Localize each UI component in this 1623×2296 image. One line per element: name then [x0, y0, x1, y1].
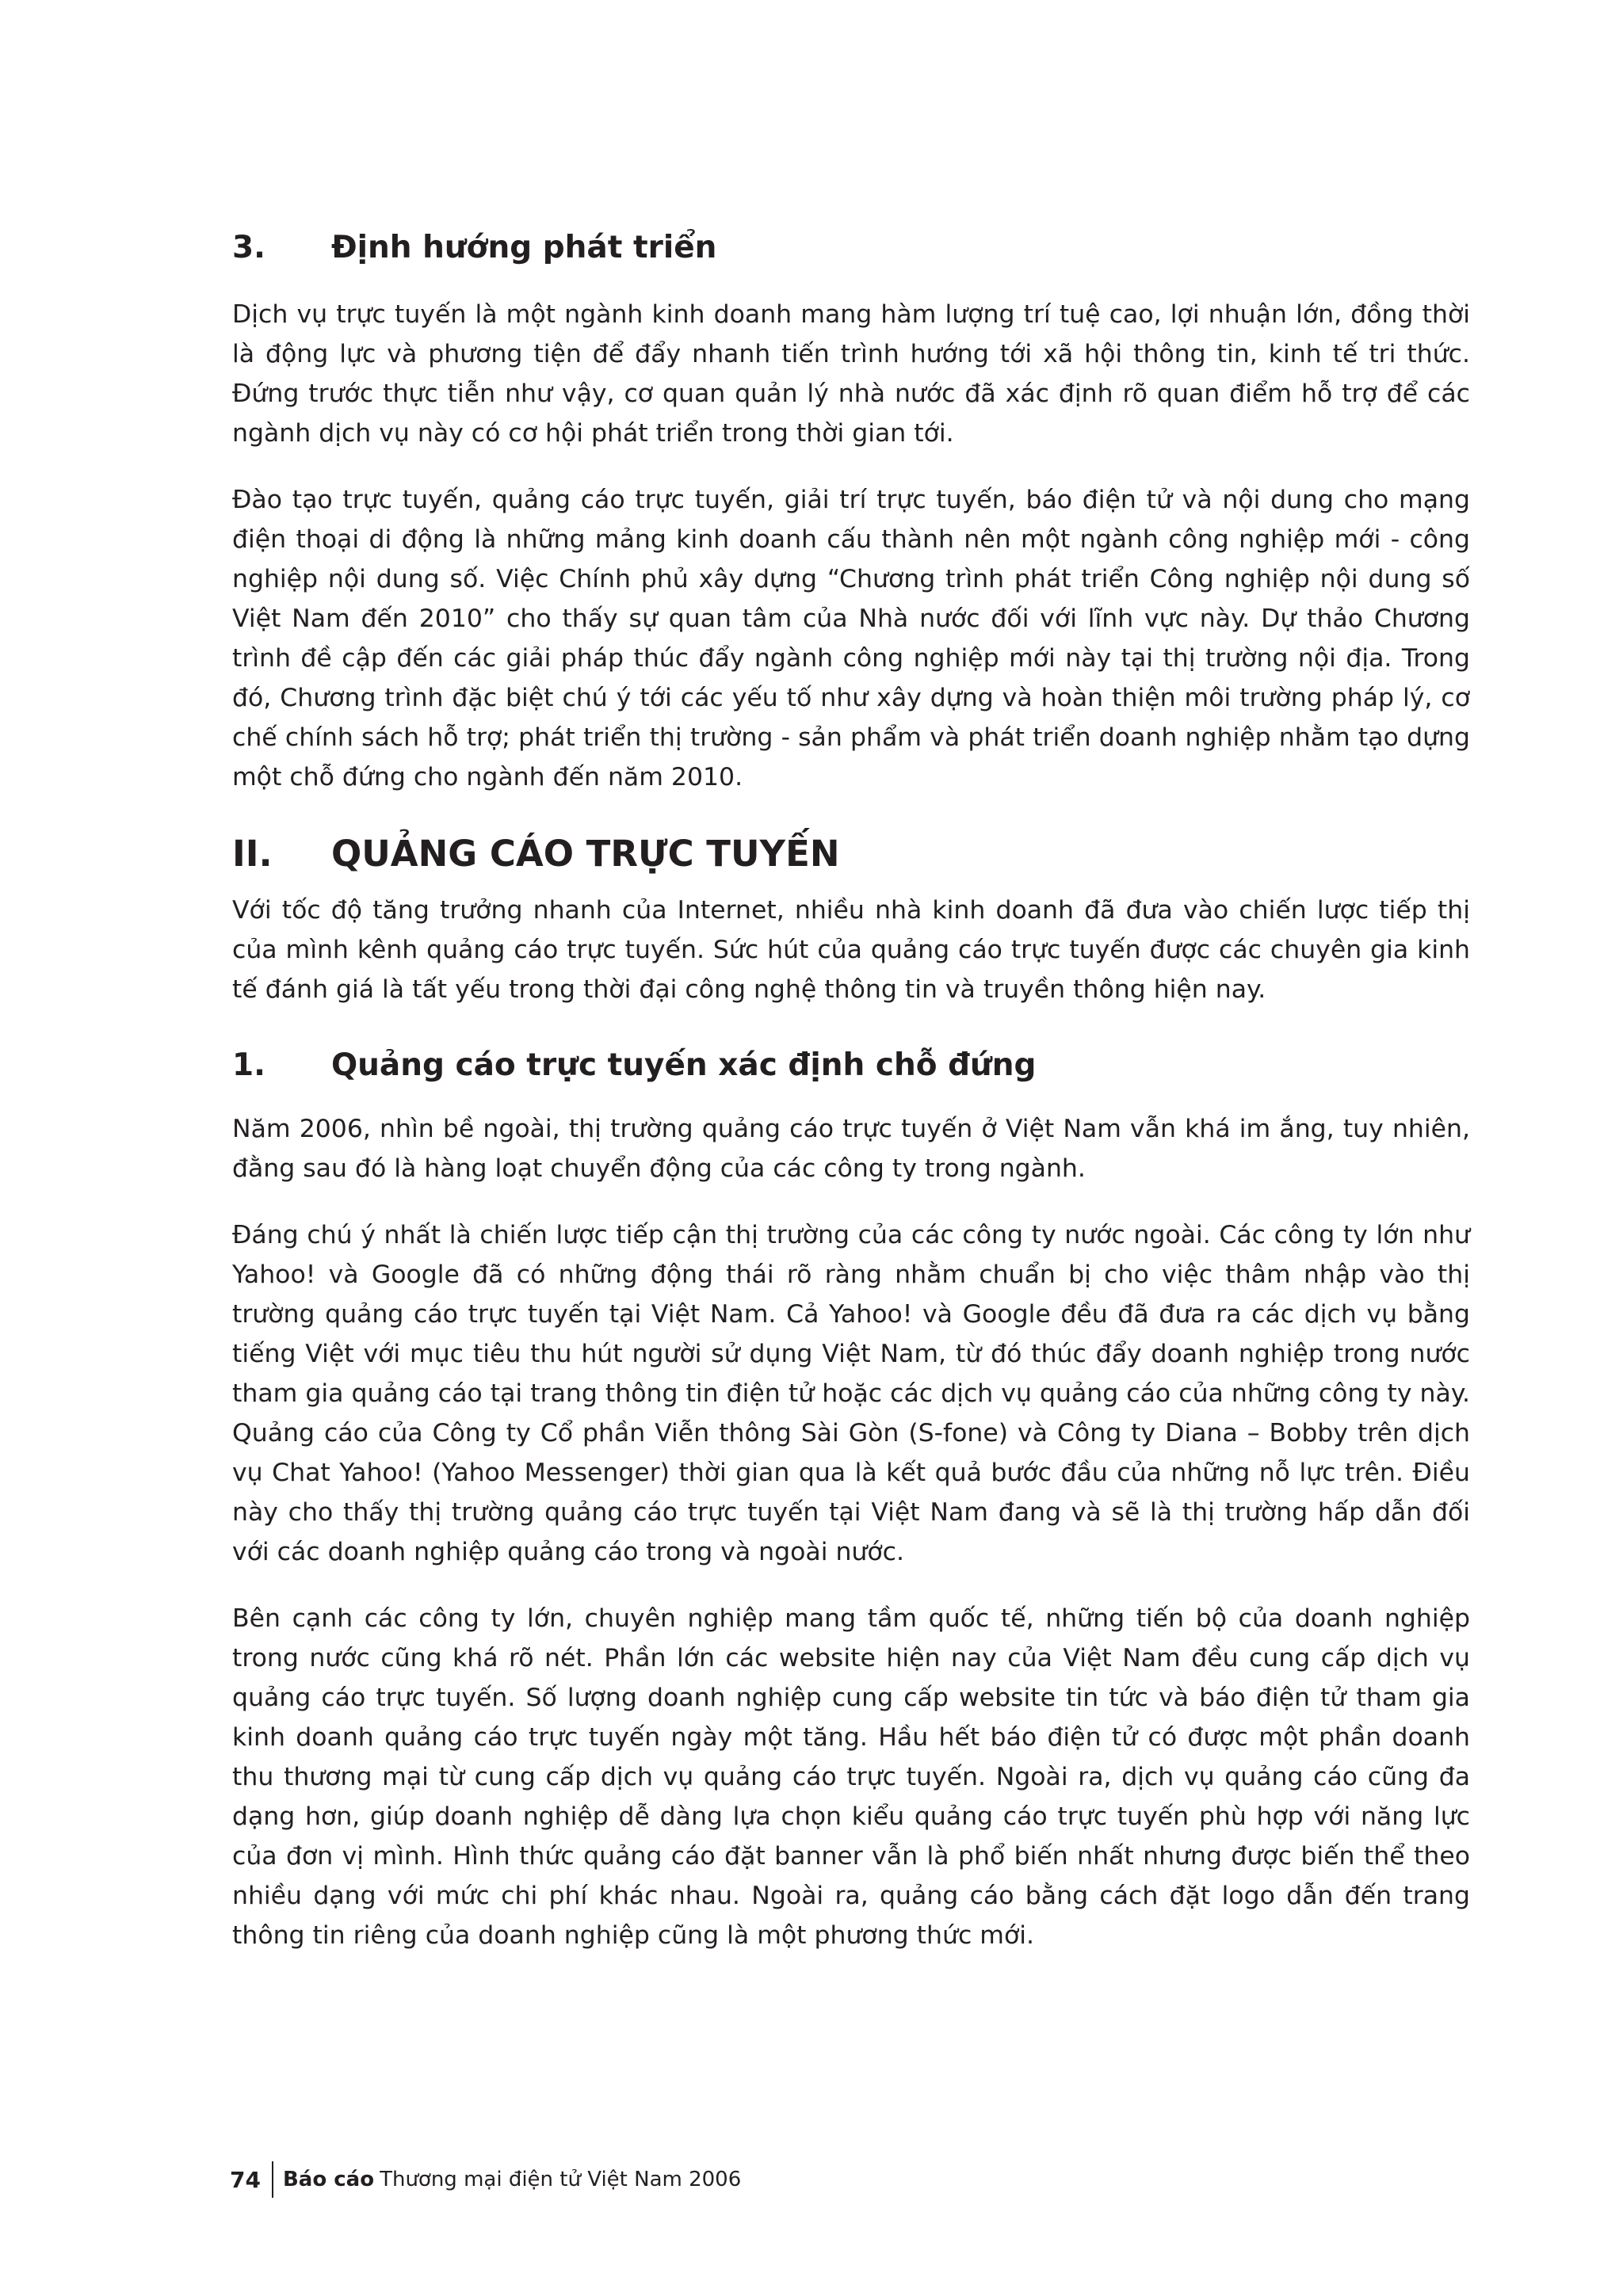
- section-3-title: Định hướng phát triển: [331, 230, 717, 265]
- page-footer: [230, 2159, 741, 2200]
- page-content: [232, 214, 1470, 1955]
- footer-report-label: Báo cáo: [282, 2168, 375, 2191]
- section-1-paragraph-3: Bên cạnh các công ty lớn, chuyên nghiệp mang tầm quốc tế, những tiến bộ của doanh nghiệp trong nước cũng khá rõ nét. Phần lớn các website hiện nay của Việt Nam đều cung cấp dịch vụ quảng cáo trực tuyến. Số lượng doanh nghiệp cung cấp website tin tức và báo điện tử tham gia kinh doanh quảng cáo trực tuyến ngày một tăng. Hầu hết báo điện tử có được một phần doanh thu thương mại từ cung cấp dịch vụ quảng cáo trực tuyến. Ngoài ra, dịch vụ quảng cáo cũng đa dạng hơn, giúp doanh nghiệp dễ dàng lựa chọn kiểu quảng cáo trực tuyến phù hợp với năng lực của đơn vị mình. Hình thức quảng cáo đặt banner vẫn là phổ biến nhất nhưng được biến thể theo nhiều dạng với mức chi phí khác nhau. Ngoài ra, quảng cáo bằng cách đặt logo dẫn đến trang thông tin riêng của doanh nghiệp cũng là một phương thức mới.: [232, 1604, 1470, 1950]
- section-1-paragraph-1: Năm 2006, nhìn bề ngoài, thị trường quảng cáo trực tuyến ở Việt Nam vẫn khá im ắng, tuy nhiên, đằng sau đó là hàng loạt chuyển động của các công ty trong ngành.: [232, 1115, 1470, 1183]
- footer-report-title: Thương mại điện tử Việt Nam 2006: [380, 2168, 742, 2191]
- section-1-heading: [232, 1046, 1470, 1085]
- section-1-paragraph-2: Đáng chú ý nhất là chiến lược tiếp cận thị trường của các công ty nước ngoài. Các công ty lớn như Yahoo! và Google đã có những động thái rõ ràng nhằm chuẩn bị cho việc thâm nhập vào thị trường quảng cáo trực tuyến tại Việt Nam. Cả Yahoo! và Google đều đã đưa ra các dịch vụ bằng tiếng Việt với mục tiêu thu hút người sử dụng Việt Nam, từ đó thúc đẩy doanh nghiệp trong nước tham gia quảng cáo tại trang thông tin điện tử hoặc các dịch vụ quảng cáo của những công ty này. Quảng cáo của Công ty Cổ phần Viễn thông Sài Gòn (S-fone) và Công ty Diana – Bobby trên dịch vụ Chat Yahoo! (Yahoo Messenger) thời gian qua là kết quả bước đầu của những nỗ lực trên. Điều này cho thấy thị trường quảng cáo trực tuyến tại Việt Nam đang và sẽ là thị trường hấp dẫn đối với các doanh nghiệp quảng cáo trong và ngoài nước.: [232, 1221, 1470, 1566]
- section-ii-title: QUẢNG CÁO TRỰC TUYẾN: [331, 833, 840, 875]
- section-ii-number: II.: [232, 833, 273, 875]
- page-number: 74: [230, 2166, 261, 2193]
- section-1-number: 1.: [232, 1047, 265, 1083]
- section-1-title: Quảng cáo trực tuyến xác định chỗ đứng: [331, 1047, 1037, 1083]
- section-3-number: 3.: [232, 230, 265, 265]
- section-ii-heading: [232, 832, 1470, 876]
- section-3-paragraph-1: Dịch vụ trực tuyến là một ngành kinh doanh mang hàm lượng trí tuệ cao, lợi nhuận lớn, đồng thời là động lực và phương tiện để đẩy nhanh tiến trình hướng tới xã hội thông tin, kinh tế tri thức. Đứng trước thực tiễn như vậy, cơ quan quản lý nhà nước đã xác định rõ quan điểm hỗ trợ để các ngành dịch vụ này có cơ hội phát triển trong thời gian tới.: [232, 300, 1470, 448]
- section-ii-paragraph: Với tốc độ tăng trưởng nhanh của Internet, nhiều nhà kinh doanh đã đưa vào chiến lược tiếp thị của mình kênh quảng cáo trực tuyến. Sức hút của quảng cáo trực tuyến được các chuyên gia kinh tế đánh giá là tất yếu trong thời đại công nghệ thông tin và truyền thông hiện nay.: [232, 896, 1470, 1004]
- section-3-heading: [232, 228, 1470, 268]
- footer-divider: [272, 2161, 273, 2198]
- section-3-paragraph-2: Đào tạo trực tuyến, quảng cáo trực tuyến, giải trí trực tuyến, báo điện tử và nội dung cho mạng điện thoại di động là những mảng kinh doanh cấu thành nên một ngành công nghiệp mới - công nghiệp nội dung số. Việc Chính phủ xây dựng “Chương trình phát triển Công nghiệp nội dung số Việt Nam đến 2010” cho thấy sự quan tâm của Nhà nước đối với lĩnh vực này. Dự thảo Chương trình đề cập đến các giải pháp thúc đẩy ngành công nghiệp mới này tại thị trường nội địa. Trong đó, Chương trình đặc biệt chú ý tới các yếu tố như xây dựng và hoàn thiện môi trường pháp lý, cơ chế chính sách hỗ trợ; phát triển thị trường - sản phẩm và phát triển doanh nghiệp nhằm tạo dựng một chỗ đứng cho ngành đến năm 2010.: [232, 486, 1470, 791]
